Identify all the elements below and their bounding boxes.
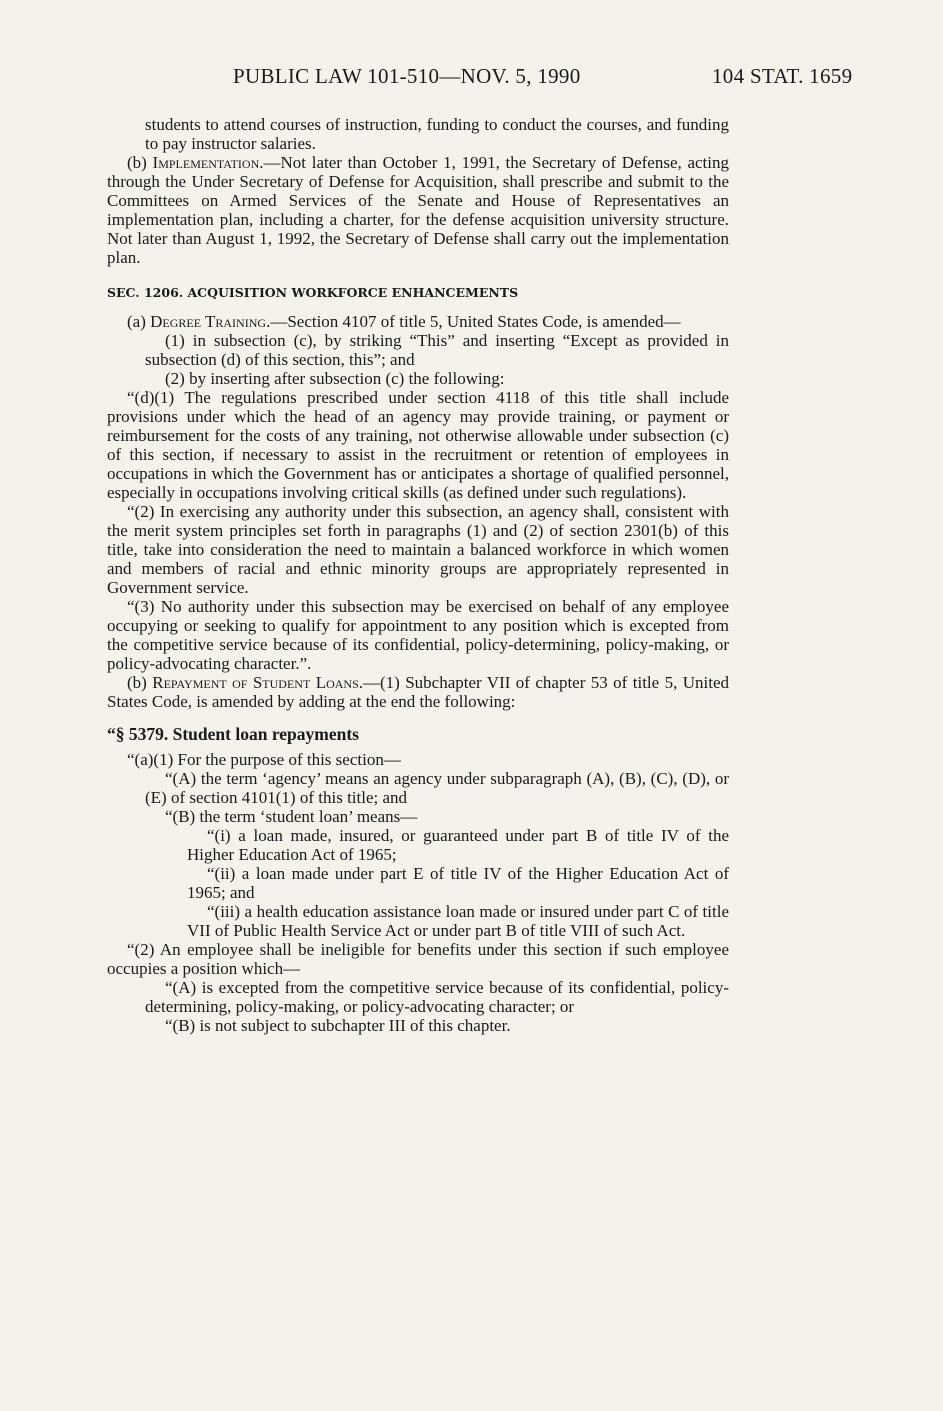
section-5379-heading: “§ 5379. Student loan repayments [107,724,359,744]
page-header [0,64,943,92]
paragraph-a1: “(a)(1) For the purpose of this section— [127,750,401,769]
paragraph-d3: “(3) No authority under this subsection may be exercised on behalf of any employee occupying or seeking to qualify for appointment to any position which is excepted from the competitive service because of its confidential, policy-determining, policy-making, or policy-advocating character.”. [107,597,729,673]
paragraph-degree-training: (a) Degree Training.—Section 4107 of title 5, United States Code, is amended— [127,312,681,331]
clause-ii: “(ii) a loan made under part E of title IV of the Higher Education Act of 1965; and [187,864,729,902]
clause-i: “(i) a loan made, insured, or guaranteed under part B of title IV of the Higher Education Act of 1965; [187,826,729,864]
header-stat-page: 104 STAT. 1659 [712,64,853,88]
header-title: PUBLIC LAW 101-510—NOV. 5, 1990 [233,64,581,88]
paragraph-implementation: (b) Implementation.—Not later than October 1, 1991, the Secretary of Defense, acting through the Under Secretary of Defense for Acquisition, shall prescribe and submit to the Committees on Armed Services of the Senate and House of Representatives an implementation plan, including a charter, for the defense acquisition university structure. Not later than August 1, 1992, the Secretary of Defense shall carry out the implementation plan. [107,153,729,267]
subsection-heading: Repayment of Student Loans [152,673,359,692]
paragraph-d1: “(d)(1) The regulations prescribed under section 4118 of this title shall include provisions under which the head of an agency may provide training, or payment or reimbursement for the costs of any training, not otherwise allowable under subsection (c) of this section, if necessary to assist in the recruitment or retention of employees in occupations in which the Government has or anticipates a shortage of qualified personnel, especially in occupations involving critical skills (as defined under such regulations). [107,388,729,502]
page-body [107,115,729,1035]
clause-2: (2) by inserting after subsection (c) the following: [165,369,505,388]
paragraph-d2: “(2) In exercising any authority under this subsection, an agency shall, consistent with the merit system principles set forth in paragraphs (1) and (2) of section 2301(b) of this title, take into consideration the need to maintain a balanced workforce in which women and members of racial and ethnic minority groups are appropriately represented in Government service. [107,502,729,597]
paragraph-2A: “(A) is excepted from the competitive service because of its confidential, policy-determining, policy-making, or policy-advocating character; or [145,978,729,1016]
paragraph-continuation: students to attend courses of instruction, funding to conduct the courses, and funding to pay instructor salaries. [145,115,729,153]
subsection-heading: Implementation [152,153,260,172]
paragraph-2B: “(B) is not subject to subchapter III of this chapter. [165,1016,511,1035]
clause-iii: “(iii) a health education assistance loan made or insured under part C of title VII of Public Health Service Act or under part B of title VIII of such Act. [187,902,729,940]
subparagraph-B: “(B) the term ‘student loan’ means— [165,807,418,826]
clause-1: (1) in subsection (c), by striking “This” and inserting “Except as provided in subsection (d) of this section, this”; and [145,331,729,369]
paragraph-2: “(2) An employee shall be ineligible for benefits under this section if such employee occupies a position which— [107,940,729,978]
subparagraph-A: “(A) the term ‘agency’ means an agency under subparagraph (A), (B), (C), (D), or (E) of section 4101(1) of this title; and [145,769,729,807]
subsection-heading: Degree Training [150,312,267,331]
paragraph-repayment: (b) Repayment of Student Loans.—(1) Subchapter VII of chapter 53 of title 5, United States Code, is amended by adding at the end the following: [107,673,730,711]
section-heading: SEC. 1206. ACQUISITION WORKFORCE ENHANCEMENTS [107,285,519,300]
